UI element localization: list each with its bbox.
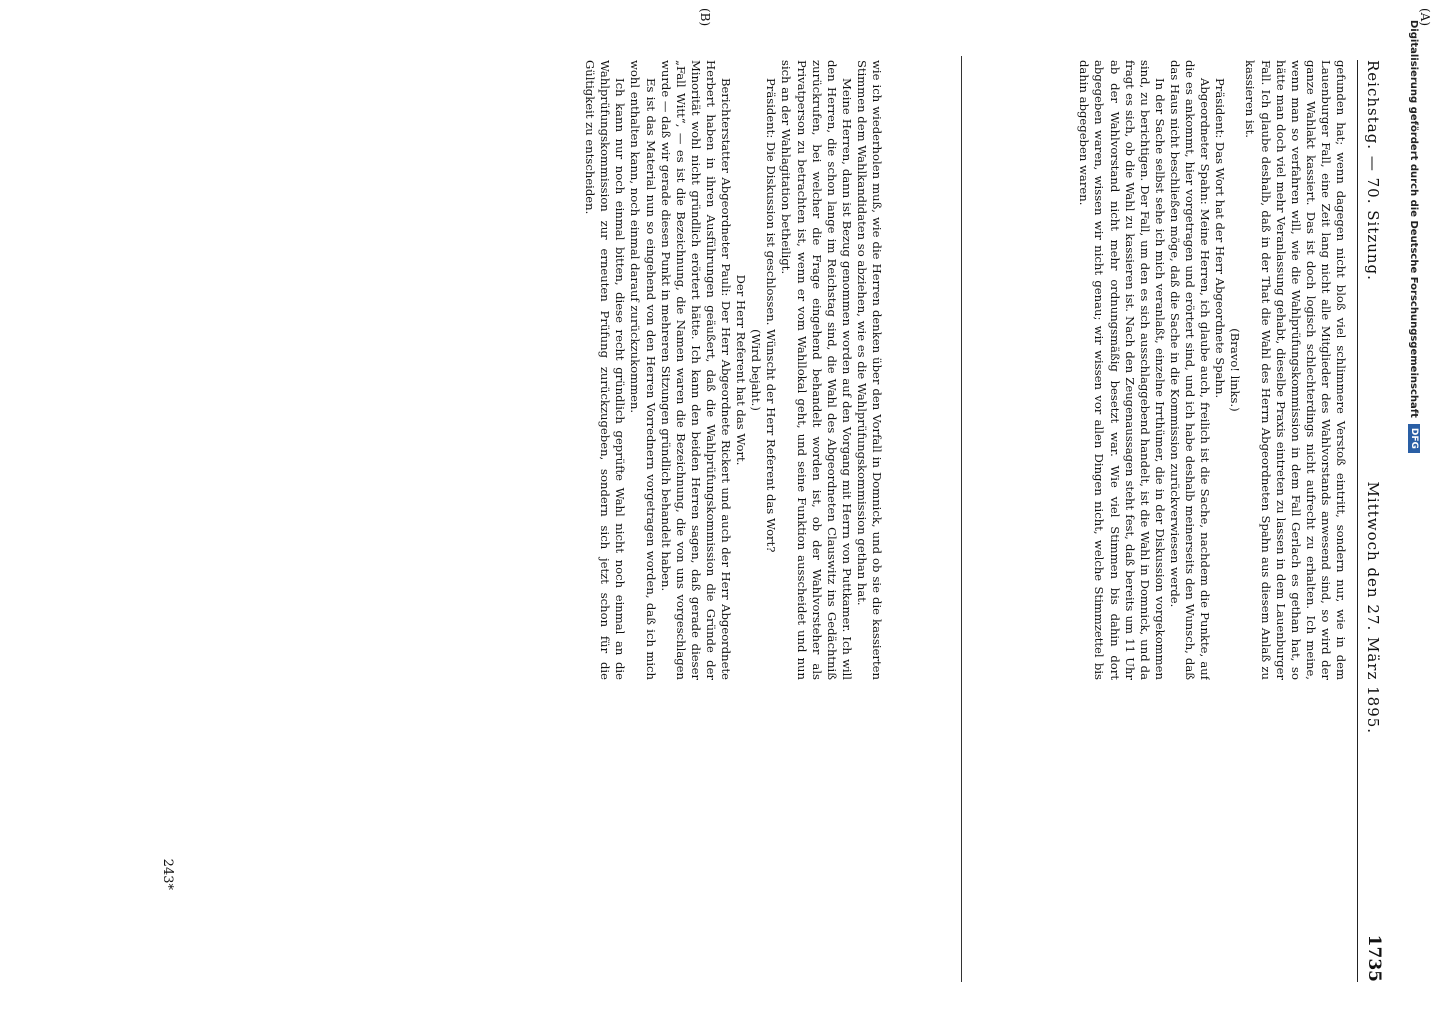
paragraph: wie ich wiederholen muß, wie die Herren denken über den Vorfall in Domnick, und ob sie die kassierten Stimmen dem Wahlkandidaten so abziehen, wie es die Wahlprüfungskommission gethan hat. — [854, 60, 884, 680]
signature-mark: 243* — [160, 858, 175, 890]
column-right — [504, 60, 884, 680]
dfg-sidebar — [1396, 0, 1432, 1000]
paragraph-president: Präsident: Die Diskussion ist geschlossen. Wünscht der Herr Referent das Wort? — [764, 78, 779, 553]
paragraph-applause: (Bravo! links.) — [1228, 328, 1243, 412]
page-number: 1735 — [1364, 934, 1384, 982]
header-rule — [1357, 60, 1358, 982]
paragraph: Der Herr Referent hat das Wort. — [734, 274, 749, 466]
paragraph: In der Sache selbst sehe ich mich veranlaßt, einzelne Irrthümer, die in der Diskussion vorgekommen sind, zu berichtigen. Der Fall, um den es sich ausschlaggebend handelt, ist die Wahl in Domnick, und da fragt es sich, ob die Wahl zu kassieren ist. Nach den Zeugenaussagen steht fest, daß bereits um 11 Uhr ab der Wahlvorstand nicht mehr ordnungsmäßig besetzt war. Wie viel Stimmen bis dahin dort abgegeben waren, wissen wir nicht genau; wir wissen vor allen Dingen nicht, welche Stimmzettel bis dahin abgegeben waren. — [1077, 60, 1167, 680]
dfg-credit-text: Digitalisierung gefördert durch die Deutsche Forschungsgemeinschaft — [1408, 20, 1420, 418]
paragraph: Abgeordneter Spahn: Meine Herren, ich glaube auch, freilich ist die Sache, nachdem die Punkte, auf die es ankommt, hier vorgetragen und erörtert sind, und ich habe deshalb meinerseits den Wunsch, daß das Haus nicht beschließen möge, daß die Sache in die Kommission zurückverwiesen werde. — [1167, 60, 1213, 680]
paragraph: Ich kann nur noch einmal bitten, diese recht gründlich geprüfte Wahl nicht noch einmal an die Wahlprüfungskommission zur erneuten Prüfung zurückzugeben, sondern sich jetzt schon für die Gültigkeit zu entscheiden. — [583, 60, 628, 680]
paragraph: Es ist das Material nun so eingehend von den Herren Vorrednern vorgetragen worden, daß ich mich wohl enthalten kann, noch einmal darauf zurückzukommen. — [628, 60, 658, 680]
header-session: Reichstag. — 70. Sitzung. — [1364, 60, 1382, 281]
margin-mark-b: (B) — [698, 8, 712, 27]
header-date: Mittwoch den 27. März 1895. — [1364, 481, 1382, 735]
paragraph-rapporteur: Berichterstatter Abgeordneter Pauli: Der Herr Abgeordnete Rickert und auch der Herr Abgeordnete Herbert haben in ihren Ausführungen geäußert, daß die Wahlprüfungskommission die Gründe der Minorität wohl nicht gründlich erörtert hätte. Ich kann den beiden Herren sagen, daß gerade dieser „Fall Witt“, — es ist die Bezeichnung, die Namen waren die Bezeichnung, die von uns vorgeschlagen wurde — daß wir gerade diesen Punkt in mehreren Sitzungen gründlich behandelt haben. — [658, 60, 734, 680]
paragraph-note: (Wird bejaht.) — [749, 329, 764, 411]
margin-mark-a: (A) — [1418, 8, 1432, 27]
paragraph-president: Präsident: Das Wort hat der Herr Abgeordnete Spahn. — [1213, 78, 1228, 399]
column-rule — [961, 56, 962, 982]
paragraph: Meine Herren, dann ist Bezug genommen worden auf den Vorgang mit Herrn von Puttkamer. Ich will den Herren, die schon lange im Reichstag sind, die Wahl des Abgeordneten Clauswitz ins Gedächtniß zurückrufen, bei welcher die Frage eingehend behandelt worden ist, ob der Wahlvorsteher als Privatperson zu betrachten ist, wenn er vom Wahllokal geht, und seine Funktion ausscheidet und nun sich an der Wahlagitation betheiligt. — [779, 60, 854, 680]
column-left — [968, 60, 1348, 680]
paragraph: gefunden hat; wenn dagegen nicht bloß viel schlimmere Verstoß eintritt, sondern nur, wie in dem Lauenburger Fall, eine Zeit lang nicht alle Mitglieder des Wahlvorstands anwesend sind, so wird der ganze Wahlakt kassiert. Das ist doch logisch schlechterdings nicht aufrecht zu erhalten. Ich meine, wenn man so verfahren will, wie die Wahlprüfungskommission in dem Fall Gerlach es gethan hat, so hätte man doch viel mehr Veranlassung gehabt, dieselbe Praxis eintreten zu lassen in dem Lauenburger Fall. Ich glaube deshalb, daß in der That die Wahl des Herrn Abgeordneten Spahn aus diesem Anlaß zu kassieren ist. — [1243, 60, 1348, 680]
dfg-logo: DFG — [1408, 424, 1420, 453]
